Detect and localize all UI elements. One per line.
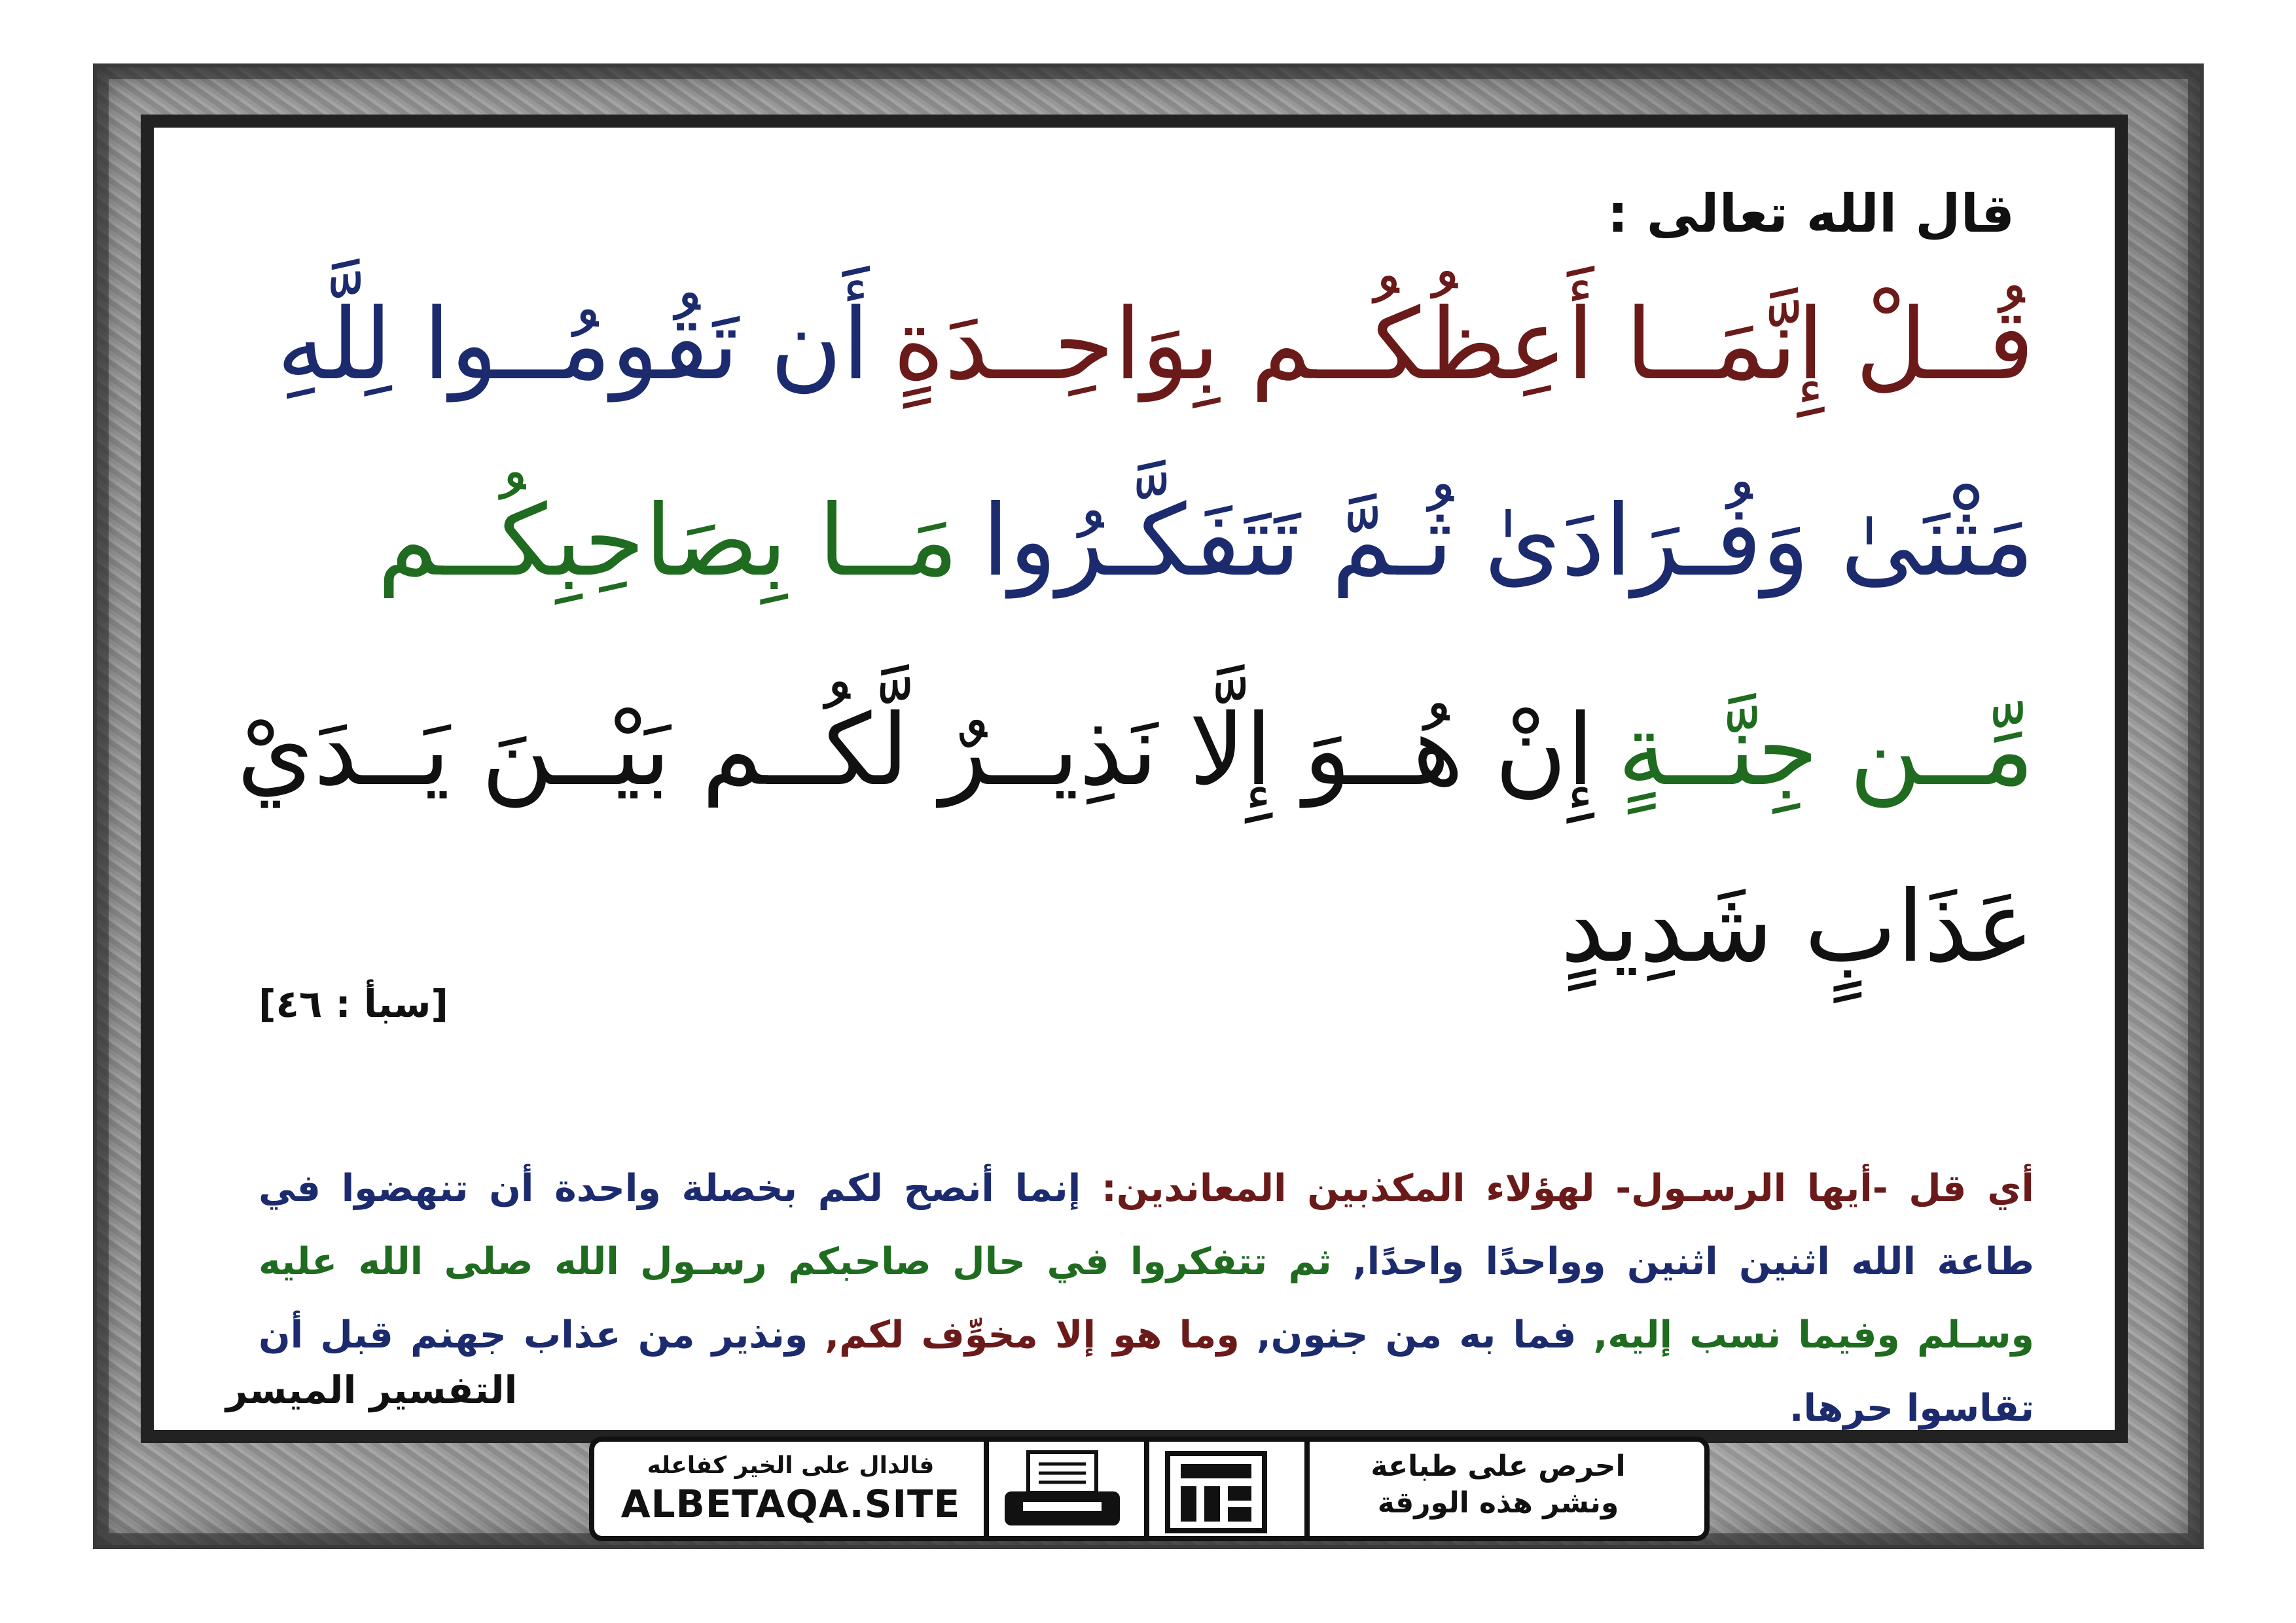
printer-icon [997, 1448, 1128, 1531]
verse-line-4: عَذَابٍ شَدِيدٍ [1560, 870, 2034, 984]
tafsir-source: التفسير الميسر [226, 1368, 518, 1412]
tafsir-segment: فما به من جنون, [1256, 1313, 1577, 1357]
verse-line-2 [262, 484, 2034, 598]
tafsir-segment: أي قل -أيها الرسـول- لهؤلاء المكذبين المعاندين: [1102, 1167, 2034, 1210]
tafsir-text [259, 1152, 2034, 1445]
tafsir-segment: وما هو إلا مخوِّف لكم, [825, 1313, 1240, 1357]
footer-motto: فالدال على الخير كفاعله [647, 1452, 935, 1479]
footer-site-block[interactable] [607, 1448, 974, 1531]
dawah-logo [1164, 1451, 1268, 1533]
footer-divider [984, 1442, 989, 1536]
footer-call-to-action [1305, 1448, 1691, 1531]
verse-segment: أَن تَقُومُــوا لِلَّهِ [276, 288, 870, 402]
verse-segment: قُــلْ إِنَّمَــا أَعِظُكُــم بِوَاحِــدَةٍ [893, 288, 2034, 402]
footer-banner [589, 1436, 1710, 1541]
footer-site-link[interactable]: ALBETAQA.SITE [620, 1482, 961, 1526]
verse-line-3 [236, 694, 2034, 808]
verse-segment: إِنْ هُــوَ إِلَّا نَذِيــرٌ لَّكُــم بَيْــنَ يَــدَيْ [236, 694, 1594, 808]
footer-divider [1144, 1442, 1149, 1536]
tafsir-segment: ثم تتفكروا في حال صاحبكم رسـول الله صلى الله عليه وسـلم وفيما نسب إليه, [259, 1240, 2034, 1357]
tafsir-segment: إنما أنصح لكم بخصلة واحدة أن تنهضوا في طاعة الله اثنين اثنين وواحدًا واحدًا, [259, 1167, 2034, 1283]
verse-segment: مَثْنَىٰ وَفُـرَادَىٰ ثُـمَّ تَتَفَكَّـرُوا [982, 484, 2034, 598]
verse-reference: [سبأ : ٤٦] [259, 982, 448, 1026]
footer-cta-line-1: احرص على طباعة [1371, 1450, 1626, 1483]
footer-cta-line-2: ونشر هذه الورقة [1377, 1486, 1619, 1520]
verse-segment: مِّــن جِنَّــةٍ [1617, 694, 2034, 808]
verse-line-1 [262, 288, 2034, 402]
intro-heading: قال الله تعالى : [1607, 183, 2015, 244]
tafsir-segment: ونذير من عذاب جهنم قبل أن تقاسوا حرها. [259, 1313, 2034, 1430]
verse-segment: مَــا بِصَاحِبِكُــم [377, 484, 959, 598]
